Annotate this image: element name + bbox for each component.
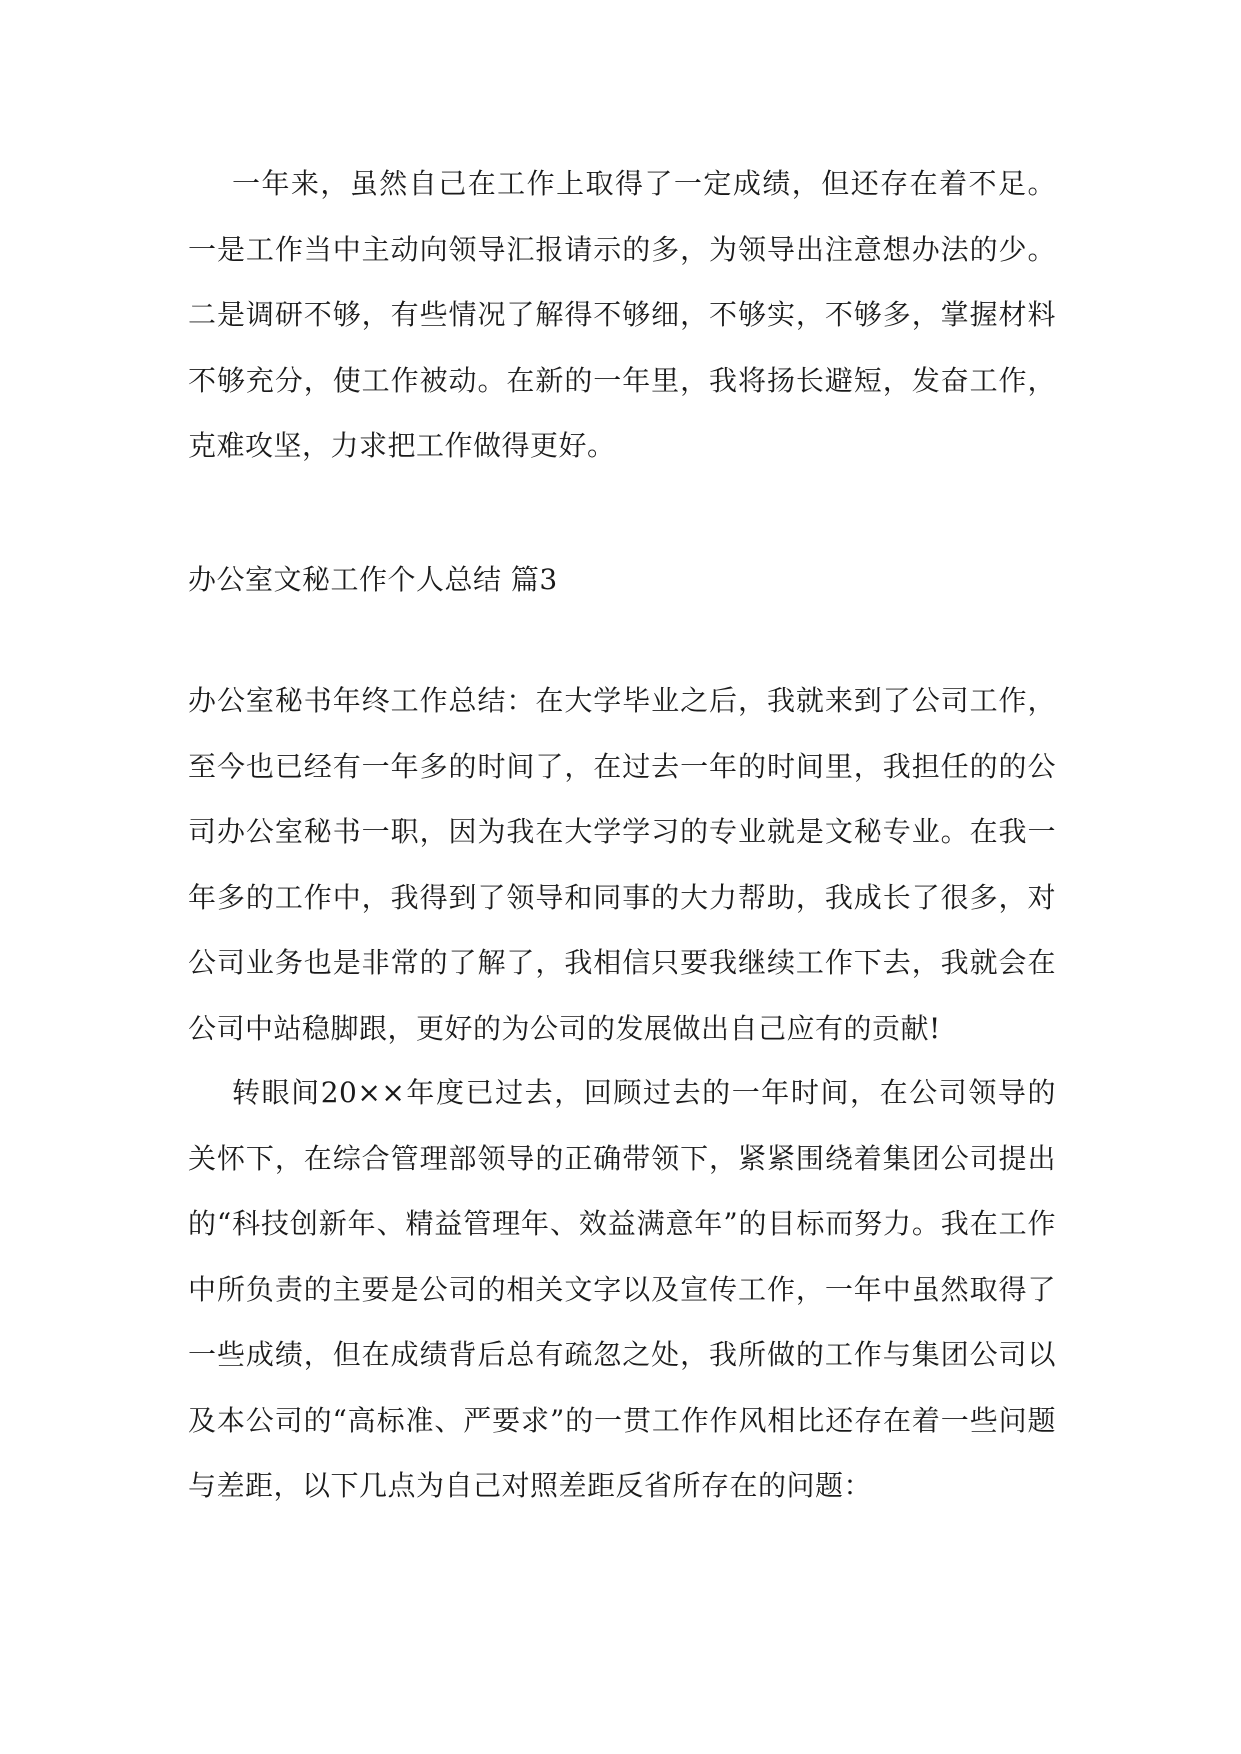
paragraph-summary-shortcomings: 一年来，虽然自己在工作上取得了一定成绩，但还存在着不足。一是工作当中主动向领导汇报请示的多，为领导出注意想办法的少。二是调研不够，有些情况了解得不够细，不够实，不够多，掌握材料不够充分，使工作被动。在新的一年里，我将扬长避短，发奋工作，克难攻坚，力求把工作做得更好。 (188, 167, 1056, 462)
section-heading: 办公室文秘工作个人总结 篇3 (188, 563, 558, 596)
paragraph-annual-review: 转眼间20××年度已过去，回顾过去的一年时间，在公司领导的关怀下，在综合管理部领导的正确带领下，紧紧围绕着集团公司提出的“科技创新年、精益管理年、效益满意年”的目标而努力。我在工作中所负责的主要是公司的相关文字以及宣传工作，一年中虽然取得了一些成绩，但在成绩背后总有疏忽之处，我所做的工作与集团公司以及本公司的“高标准、严要求”的一贯工作作风相比还存在着一些问题与差距，以下几点为自己对照差距反省所存在的问题： (188, 1076, 1056, 1502)
paragraph-year-end-summary: 办公室秘书年终工作总结：在大学毕业之后，我就来到了公司工作，至今也已经有一年多的时间了，在过去一年的时间里，我担任的的公司办公室秘书一职，因为我在大学学习的专业就是文秘专业。在我一年多的工作中，我得到了领导和同事的大力帮助，我成长了很多，对公司业务也是非常的了解了，我相信只要我继续工作下去，我就会在公司中站稳脚跟，更好的为公司的发展做出自己应有的贡献! (188, 684, 1056, 1045)
